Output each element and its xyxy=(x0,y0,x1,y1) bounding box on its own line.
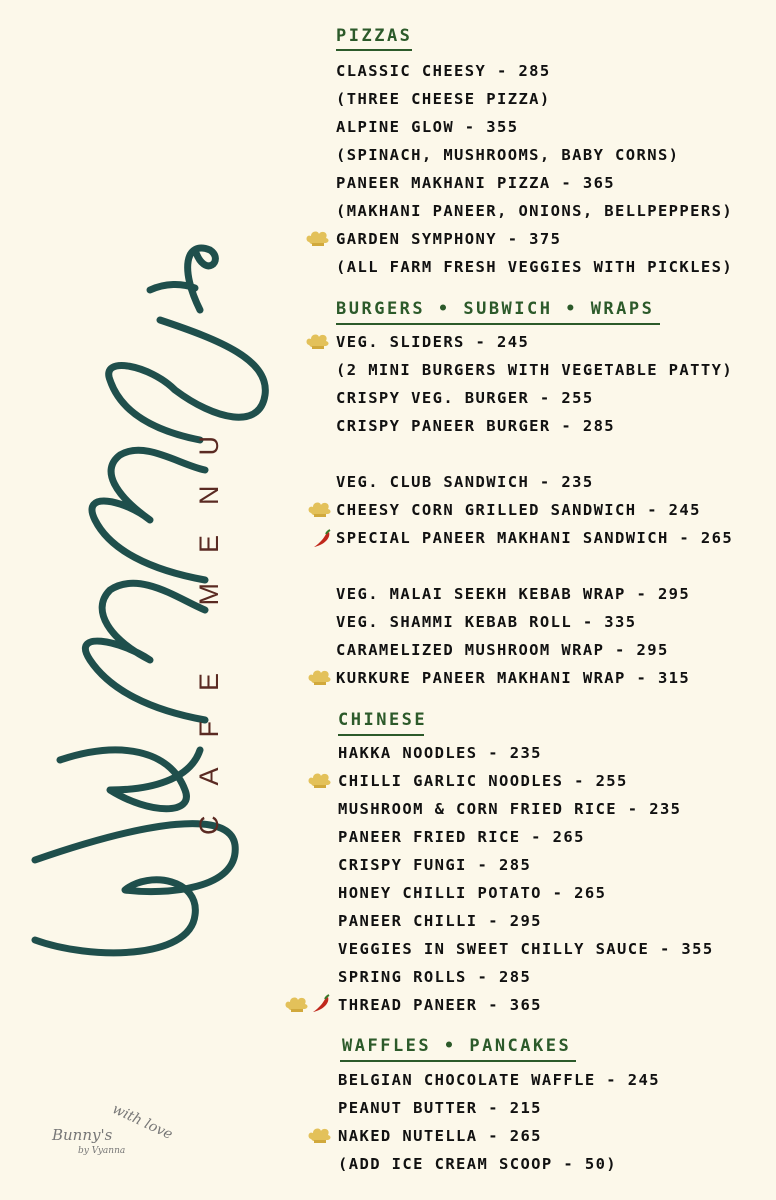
menu-item: SPRING ROLLS - 285 xyxy=(338,968,532,986)
menu-item: GARDEN SYMPHONY - 375 xyxy=(336,230,562,248)
menu-item-note: (2 MINI BURGERS WITH VEGETABLE PATTY) xyxy=(336,361,734,379)
brand-subtitle: CAFE MENU xyxy=(194,405,224,835)
section-title-waffles: WAFFLES • PANCAKES xyxy=(342,1036,572,1056)
menu-item: CRISPY VEG. BURGER - 255 xyxy=(336,389,594,407)
menu-item: VEG. MALAI SEEKH KEBAB WRAP - 295 xyxy=(336,585,691,603)
chef-hat-icon xyxy=(307,501,333,519)
menu-item: KURKURE PANEER MAKHANI WRAP - 315 xyxy=(336,669,691,687)
chef-hat-icon xyxy=(305,333,331,351)
menu-item: CHEESY CORN GRILLED SANDWICH - 245 xyxy=(336,501,701,519)
menu-item: THREAD PANEER - 365 xyxy=(338,996,542,1014)
chef-hat-icon xyxy=(307,669,333,687)
menu-item: VEG. SLIDERS - 245 xyxy=(336,333,530,351)
section-underline xyxy=(336,49,412,51)
section-title-burgers: BURGERS • SUBWICH • WRAPS xyxy=(336,299,655,319)
menu-item: NAKED NUTELLA - 265 xyxy=(338,1127,542,1145)
brand-logo xyxy=(0,0,300,1200)
menu-item: ALPINE GLOW - 355 xyxy=(336,118,519,136)
menu-item: HONEY CHILLI POTATO - 265 xyxy=(338,884,607,902)
menu-item: SPECIAL PANEER MAKHANI SANDWICH - 265 xyxy=(336,529,734,547)
section-underline xyxy=(336,323,660,325)
section-title-pizzas: PIZZAS xyxy=(336,26,413,46)
chilli-icon xyxy=(311,994,331,1014)
menu-item-note: (ALL FARM FRESH VEGGIES WITH PICKLES) xyxy=(336,258,734,276)
menu-item: VEG. SHAMMI KEBAB ROLL - 335 xyxy=(336,613,637,631)
section-underline xyxy=(340,1060,576,1062)
menu-item: CRISPY FUNGI - 285 xyxy=(338,856,532,874)
menu-item: BELGIAN CHOCOLATE WAFFLE - 245 xyxy=(338,1071,660,1089)
signature-stamp xyxy=(50,1100,176,1170)
menu-item: HAKKA NOODLES - 235 xyxy=(338,744,542,762)
menu-item: MUSHROOM & CORN FRIED RICE - 235 xyxy=(338,800,682,818)
menu-item: PANEER FRIED RICE - 265 xyxy=(338,828,585,846)
menu-item: CHILLI GARLIC NOODLES - 255 xyxy=(338,772,628,790)
menu-item-note: (THREE CHEESE PIZZA) xyxy=(336,90,551,108)
chilli-icon xyxy=(312,529,332,549)
section-title-chinese: CHINESE xyxy=(338,710,428,730)
menu-item: CLASSIC CHEESY - 285 xyxy=(336,62,551,80)
menu-item: PEANUT BUTTER - 215 xyxy=(338,1099,542,1117)
menu-item: PANEER CHILLI - 295 xyxy=(338,912,542,930)
menu-item: VEG. CLUB SANDWICH - 235 xyxy=(336,473,594,491)
chef-hat-icon xyxy=(307,772,333,790)
section-underline xyxy=(338,734,424,736)
menu-item: VEGGIES IN SWEET CHILLY SAUCE - 355 xyxy=(338,940,714,958)
chef-hat-icon xyxy=(305,230,331,248)
chef-hat-icon xyxy=(307,1127,333,1145)
menu-item-note: (MAKHANI PANEER, ONIONS, BELLPEPPERS) xyxy=(336,202,734,220)
menu-item-note: (ADD ICE CREAM SCOOP - 50) xyxy=(338,1155,618,1173)
signature-with-love: with love xyxy=(109,1101,176,1143)
menu-item: PANEER MAKHANI PIZZA - 365 xyxy=(336,174,616,192)
menu-item: CARAMELIZED MUSHROOM WRAP - 295 xyxy=(336,641,669,659)
menu-item: CRISPY PANEER BURGER - 285 xyxy=(336,417,616,435)
signature-brand: Bunny's xyxy=(52,1126,113,1144)
signature-by: by Vyanna xyxy=(78,1146,126,1156)
menu-item-note: (SPINACH, MUSHROOMS, BABY CORNS) xyxy=(336,146,680,164)
chef-hat-icon xyxy=(284,996,310,1014)
